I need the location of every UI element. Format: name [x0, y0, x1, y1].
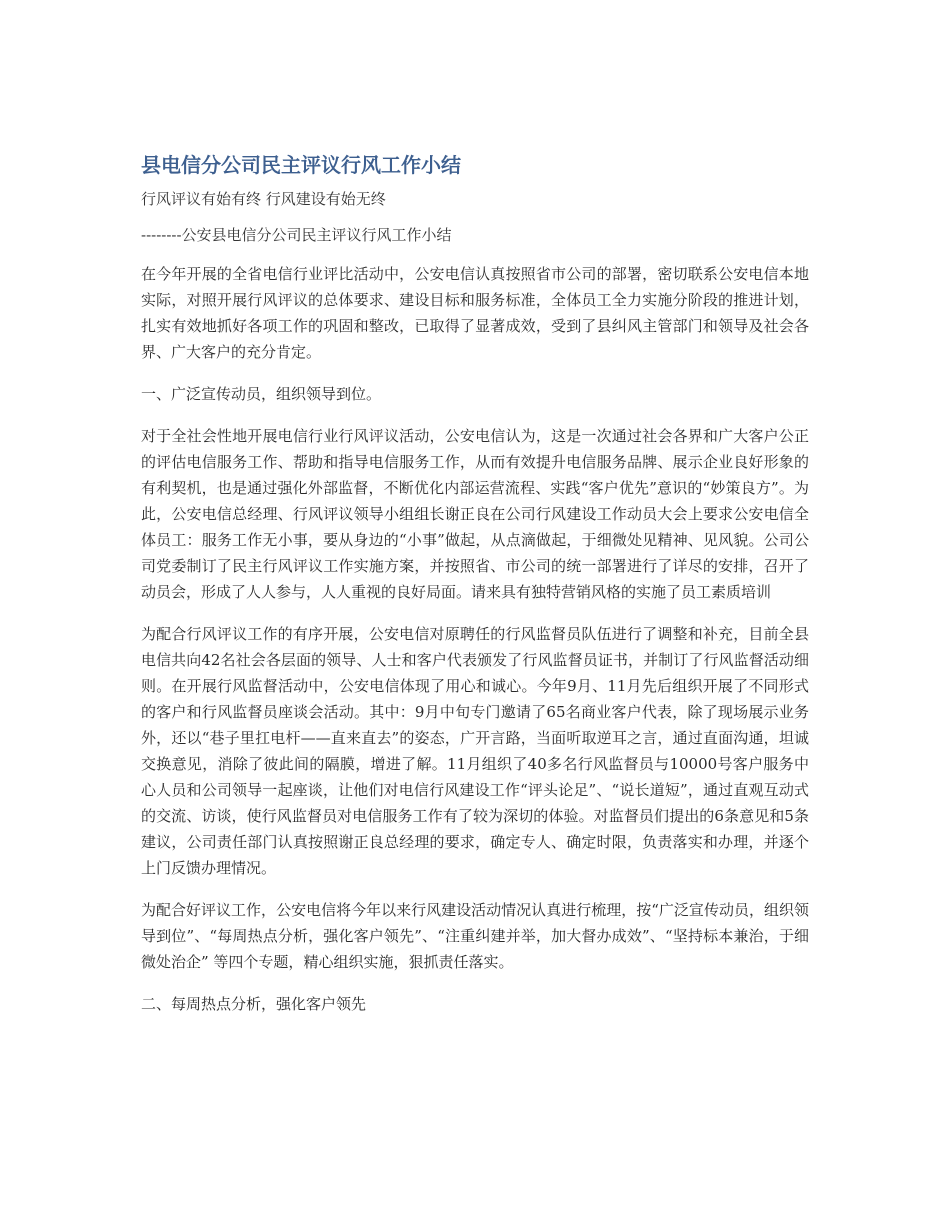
- section-1-paragraph-2: 为配合行风评议工作的有序开展，公安电信对原聘任的行风监督员队伍进行了调整和补充，目前全县电信共向42名社会各层面的领导、人士和客户代表颁发了行风监督员证书，并制订了行风监督活动细则。在开展行风监督活动中，公安电信体现了用心和诚心。今年9月、11月先后组织开展了不同形式的客户和行风监督员座谈会活动。其中：9月中旬专门邀请了65名商业客户代表，除了现场展示业务外，还以“巷子里扛电杆——直来直去”的姿态，广开言路，当面听取逆耳之言，通过直面沟通，坦诚交换意见，消除了彼此间的隔膜，增进了解。11月组织了40多名行风监督员与10000号客户服务中心人员和公司领导一起座谈，让他们对电信行风建设工作“评头论足”、“说长道短”，通过直观互动式的交流、访谈，使行风监督员对电信服务工作有了较为深切的体验。对监督员们提出的6条意见和5条建议，公司责任部门认真按照谢正良总经理的要求，确定专人、确定时限，负责落实和办理，并逐个上门反馈办理情况。: [141, 625, 809, 877]
- document-title: 县电信分公司民主评议行风工作小结: [141, 153, 461, 177]
- document-byline: --------公安县电信分公司民主评议行风工作小结: [141, 226, 452, 244]
- document-body: [141, 150, 809, 1033]
- section-1-paragraph-3: 为配合好评议工作，公安电信将今年以来行风建设活动情况认真进行梳理，按“广泛宣传动员，组织领导到位”、“每周热点分析，强化客户领先”、“注重纠建并举，加大督办成效”、“坚持标本兼治，于细微处治企” 等四个专题，精心组织实施，狠抓责任落实。: [141, 901, 809, 971]
- document-subtitle: 行风评议有始有终 行风建设有始无终: [141, 190, 386, 208]
- intro-paragraph: 在今年开展的全省电信行业评比活动中，公安电信认真按照省市公司的部署，密切联系公安电信本地实际，对照开展行风评议的总体要求、建设目标和服务标准，全体员工全力实施分阶段的推进计划，扎实有效地抓好各项工作的巩固和整改，已取得了显著成效，受到了县纠风主管部门和领导及社会各界、广大客户的充分肯定。: [141, 265, 809, 361]
- section-2-heading: 二、每周热点分析，强化客户领先: [141, 995, 367, 1013]
- section-1-paragraph-1: 对于全社会性地开展电信行业行风评议活动，公安电信认为，这是一次通过社会各界和广大客户公正的评估电信服务工作、帮助和指导电信服务工作，从而有效提升电信服务品牌、展示企业良好形象的有利契机，也是通过强化外部监督，不断优化内部运营流程、实践“客户优先”意识的“妙策良方”。为此，公安电信总经理、行风评议领导小组组长谢正良在公司行风建设工作动员大会上要求公安电信全体员工：服务工作无小事，要从身边的“小事”做起，从点滴做起，于细微处见精神、见风貌。公司公司党委制订了民主行风评议工作实施方案，并按照省、市公司的统一部署进行了详尽的安排，召开了动员会，形成了人人参与，人人重视的良好局面。请来具有独特营销风格的实施了员工素质培训: [141, 427, 809, 601]
- section-1-heading: 一、广泛宣传动员，组织领导到位。: [141, 385, 382, 403]
